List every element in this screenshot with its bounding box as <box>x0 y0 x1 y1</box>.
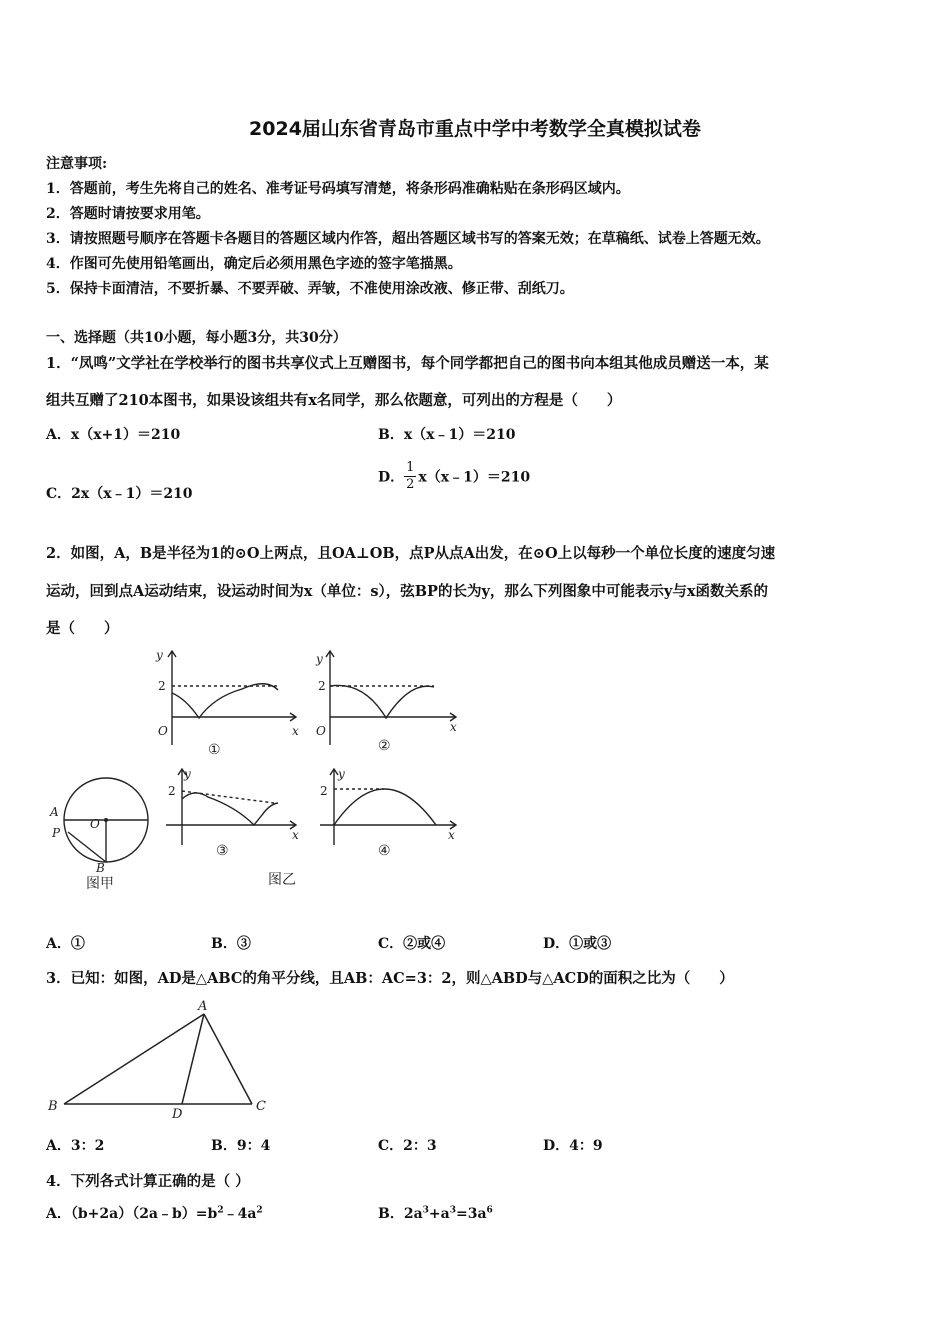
q4-option-a[interactable] <box>46 1203 263 1223</box>
circle-label-o: O <box>90 817 100 831</box>
graph1-number: ① <box>208 742 221 758</box>
q1-option-d[interactable] <box>378 460 530 493</box>
q2-stem-line3: 是（ ） <box>46 620 119 637</box>
point-label-d: D <box>172 1107 183 1122</box>
vertex-label-b: B <box>48 1099 58 1114</box>
q4-b-exponent: 3 <box>422 1205 429 1216</box>
q3-option-b[interactable]: B．9：4 <box>211 1138 271 1154</box>
q4-a-exponent: 2 <box>217 1205 224 1216</box>
circle-label-a: A <box>50 805 59 819</box>
circle-label-b: B <box>96 861 105 875</box>
q1-option-c[interactable]: C．2x（x﹣1）＝210 <box>46 486 193 502</box>
q1-option-d-rest: x（x﹣1）＝210 <box>418 469 531 486</box>
q4-b-exponent: 3 <box>449 1205 456 1216</box>
graph4-tick-2: 2 <box>320 784 328 798</box>
q4-b-part: B．2a <box>378 1206 423 1222</box>
q2-option-d[interactable]: D．①或③ <box>543 936 612 952</box>
q2-option-c[interactable]: C．②或④ <box>378 936 446 952</box>
bisector-ad <box>182 1014 204 1104</box>
notice-item: 4．作图可先使用铅笔画出，确定后必须用黑色字迹的签字笔描黑。 <box>46 256 462 272</box>
circle-label-p: P <box>52 826 61 840</box>
vertex-label-c: C <box>256 1099 266 1114</box>
graph1-y-label: y <box>156 648 163 662</box>
graph3-y-label: y <box>184 767 191 781</box>
q4-a-part: ﹣4a <box>223 1206 257 1222</box>
graph3-number: ③ <box>216 843 229 859</box>
q1-stem-line1: 1．“凤鸣”文学社在学校举行的图书共享仪式上互赠图书，每个同学都把自己的图书向本组其他成员赠送一本，某 <box>46 355 769 372</box>
graph1-curve <box>172 684 278 718</box>
notice-item: 5．保持卡面清洁，不要折暴、不要弄破、弄皱，不准使用涂改液、修正带、刮纸刀。 <box>46 281 574 297</box>
caption-left: 图甲 <box>86 876 114 892</box>
q2-stem-line2: 运动，回到点A运动结束，设运动时间为x（单位：s），弦BP的长为y，那么下列图象中可能表示y与x函数关系的 <box>46 583 768 600</box>
notice-item: 3．请按照题号顺序在答题卡各题目的答题区域内作答，超出答题区域书写的答案无效；在草稿纸、试卷上答题无效。 <box>46 231 770 247</box>
graph4-curve <box>334 789 436 825</box>
q4-b-exponent: 6 <box>486 1205 493 1216</box>
q1-option-d-prefix: D． <box>378 469 405 486</box>
graph2-curve <box>330 685 434 718</box>
side-ab <box>64 1014 204 1104</box>
graph4-number: ④ <box>378 843 391 859</box>
fraction-denominator: 2 <box>406 477 415 492</box>
graph2-tick-2: 2 <box>318 679 326 693</box>
fraction-numerator: 1 <box>406 460 415 475</box>
q3-triangle-figure <box>44 994 274 1122</box>
graph4-y-label: y <box>338 767 345 781</box>
q4-stem: 4．下列各式计算正确的是（ ） <box>46 1173 250 1190</box>
notice-heading: 注意事项: <box>46 156 108 172</box>
q2-figure <box>44 645 464 895</box>
q3-option-c[interactable]: C．2：3 <box>378 1138 437 1154</box>
graph4-x-label: x <box>448 828 455 842</box>
q2-option-b[interactable]: B．③ <box>211 936 251 952</box>
q1-stem-line2: 组共互赠了210本图书，如果设该组共有x名同学，那么依题意，可列出的方程是（ ） <box>46 392 622 409</box>
q4-option-b[interactable] <box>378 1203 493 1223</box>
q4-a-exponent: 2 <box>256 1205 263 1216</box>
graph3-x-label: x <box>292 828 299 842</box>
graph1-tick-2: 2 <box>158 679 166 693</box>
q2-option-a[interactable]: A．① <box>46 936 85 952</box>
side-ac <box>204 1014 252 1104</box>
q3-stem: 3．已知：如图，AD是△ABC的角平分线，且AB：AC=3：2，则△ABD与△ACD的面积之比为（ ） <box>46 970 734 987</box>
page-title: 2024届山东省青岛市重点中学中考数学全真模拟试卷 <box>249 118 701 140</box>
vertex-label-a: A <box>198 999 208 1014</box>
center-dot <box>104 818 108 822</box>
q1-option-a[interactable]: A．x（x+1）＝210 <box>46 427 181 443</box>
q4-b-part: +a <box>428 1206 450 1222</box>
graph2-x-label: x <box>450 720 457 734</box>
q3-option-d[interactable]: D．4：9 <box>543 1138 603 1154</box>
graph2-y-label: y <box>316 652 323 666</box>
q1-option-b[interactable]: B．x（x﹣1）＝210 <box>378 427 516 443</box>
graph1-origin-label: O <box>158 724 168 738</box>
graph3-tick-2: 2 <box>168 784 176 798</box>
q3-option-a[interactable]: A．3：2 <box>46 1138 105 1154</box>
caption-right: 图乙 <box>268 872 296 888</box>
q2-stem-line1: 2．如图，A，B是半径为1的⊙O上两点，且OA⊥OB，点P从点A出发，在⊙O上以每秒一个单位长度的速度匀速 <box>46 545 776 562</box>
section-heading: 一、选择题（共10小题，每小题3分，共30分） <box>46 330 347 346</box>
notice-item: 1．答题前，考生先将自己的姓名、准考证号码填写清楚，将条形码准确粘贴在条形码区域内。 <box>46 181 630 197</box>
fraction <box>404 460 416 493</box>
graph1-x-label: x <box>292 724 299 738</box>
notice-item: 2．答题时请按要求用笔。 <box>46 206 210 222</box>
graph2-number: ② <box>378 738 391 754</box>
q4-b-part: =3a <box>456 1206 487 1222</box>
graph2-origin-label: O <box>316 724 326 738</box>
q4-a-part: A．（b+2a）（2a﹣b）=b <box>46 1206 218 1222</box>
